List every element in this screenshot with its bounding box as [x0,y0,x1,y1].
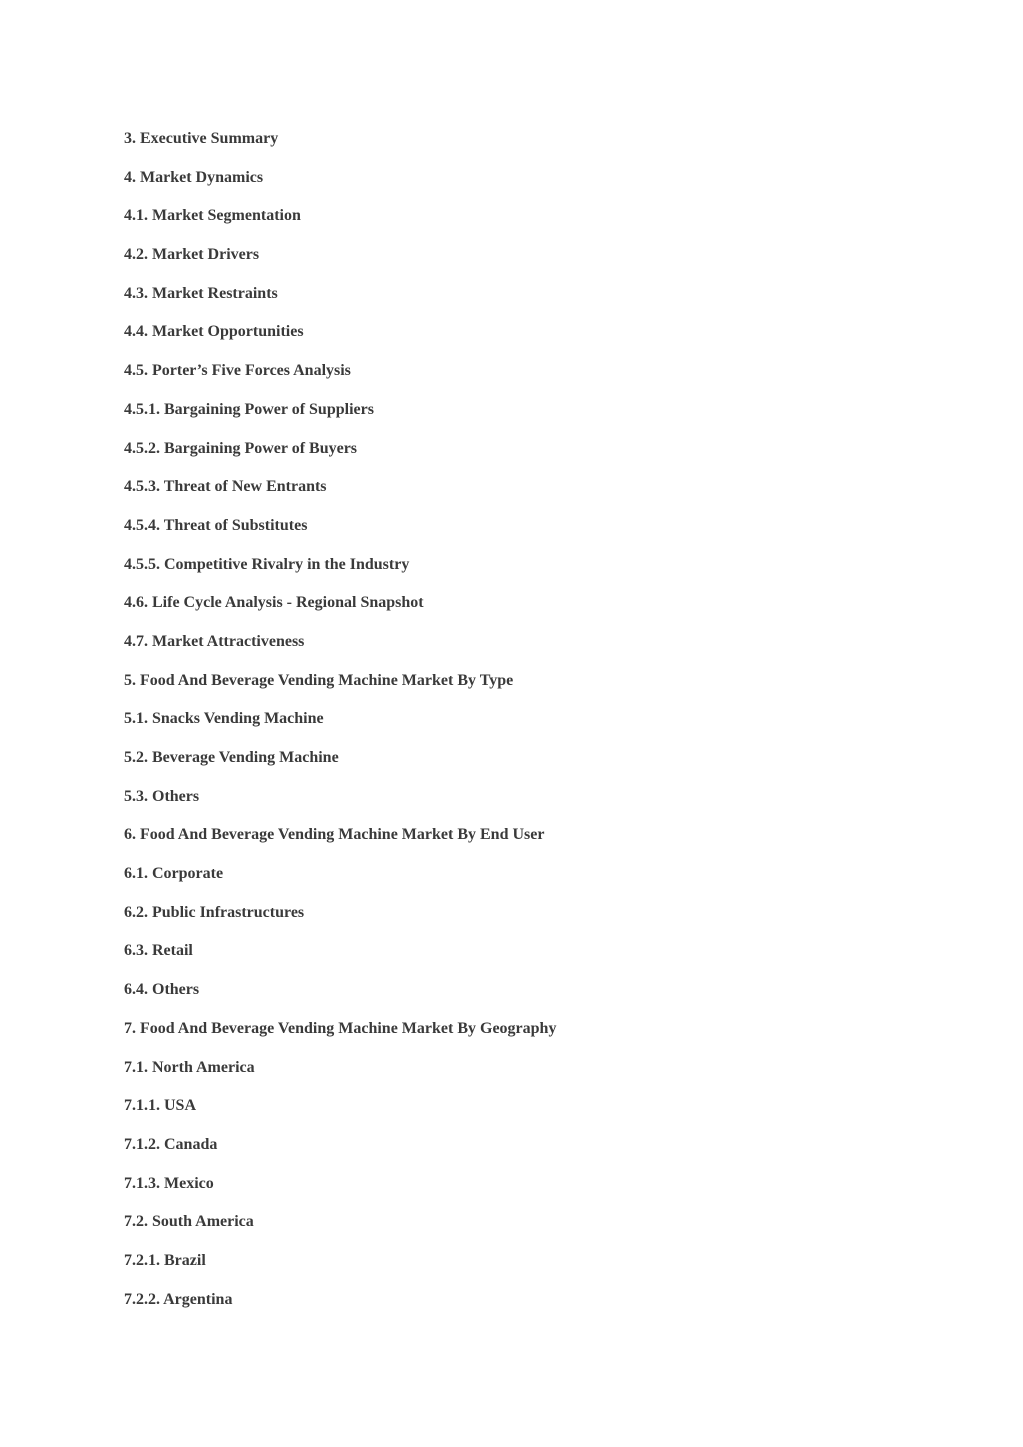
toc-entry: 6.4. Others [124,981,200,999]
toc-entry: 6. Food And Beverage Vending Machine Market By End User [124,826,545,844]
toc-entry: 4.4. Market Opportunities [124,323,304,341]
toc-entry: 7.2.1. Brazil [124,1251,206,1269]
toc-entry: 4.5.3. Threat of New Entrants [124,478,327,496]
toc-entry: 7.1.1. USA [124,1097,197,1115]
toc-entry: 6.1. Corporate [124,865,224,883]
toc-entry: 5.1. Snacks Vending Machine [124,710,324,728]
toc-entry: 7.1.3. Mexico [124,1174,214,1192]
toc-entry: 4.7. Market Attractiveness [124,632,305,650]
toc-entry: 4.3. Market Restraints [124,284,278,302]
toc-entry: 4.5.4. Threat of Substitutes [124,516,308,534]
toc-entry: 4. Market Dynamics [124,168,264,186]
toc-entry: 6.3. Retail [124,942,193,960]
toc-entry: 5.2. Beverage Vending Machine [124,749,339,766]
toc-entry: 4.6. Life Cycle Analysis - Regional Snapshot [124,594,424,612]
toc-entry: 7. Food And Beverage Vending Machine Market By Geography [124,1019,557,1037]
toc-entry: 7.2.2. Argentina [124,1290,233,1308]
toc-entry: 4.1. Market Segmentation [124,207,301,225]
toc-entry: 7.1. North America [124,1058,255,1076]
toc-entry: 5.3. Others [124,787,200,805]
toc-entry: 4.5. Porter’s Five Forces Analysis [124,362,351,380]
table-of-contents [124,128,556,1327]
toc-entry: 7.1.2. Canada [124,1135,218,1153]
toc-entry: 6.2. Public Infrastructures [124,903,305,921]
toc-entry: 5. Food And Beverage Vending Machine Market By Type [124,671,514,689]
toc-entry: 4.2. Market Drivers [124,246,260,264]
toc-entry: 4.5.2. Bargaining Power of Buyers [124,439,358,457]
toc-entry: 3. Executive Summary [124,130,279,147]
toc-entry: 4.5.1. Bargaining Power of Suppliers [124,400,374,418]
toc-entry: 4.5.5. Competitive Rivalry in the Industry [124,555,410,573]
toc-entry: 7.2. South America [124,1213,254,1231]
